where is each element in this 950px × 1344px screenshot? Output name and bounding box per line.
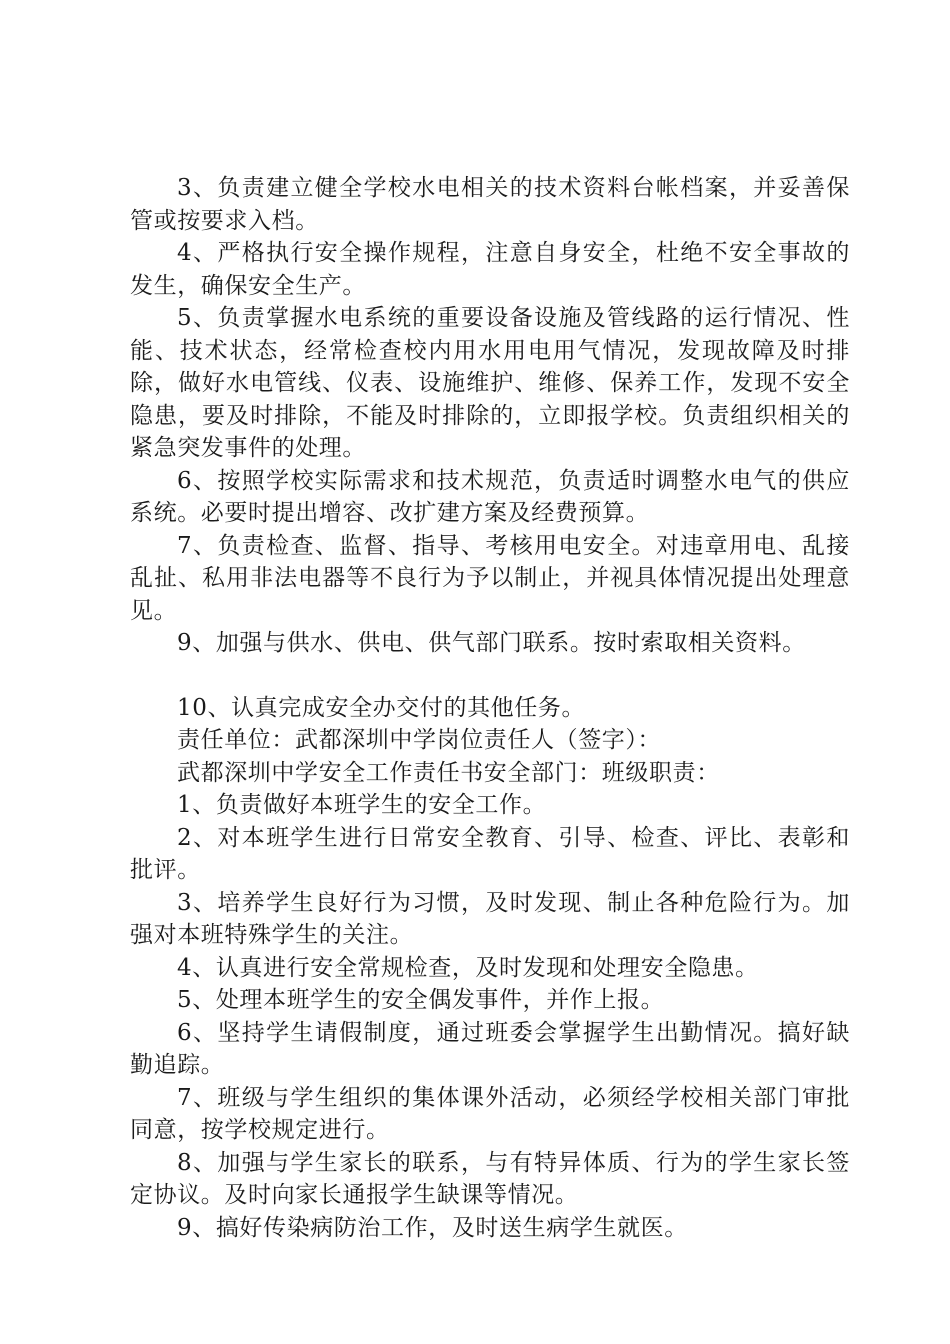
class-duty-5: 5、处理本班学生的安全偶发事件，并作上报。: [177, 987, 665, 1013]
paragraph-gap: [130, 660, 850, 692]
class-duty-8: 8、加强与学生家长的联系，与有特异体质、行为的学生家长签定协议。及时向家长通报学生缺课等情况。: [130, 1149, 850, 1208]
paragraph-item-6-supply-system: 6、按照学校实际需求和技术规范，负责适时调整水电气的供应系统。必要时提出增容、改扩建方案及经费预算。: [130, 467, 850, 526]
section-heading-class-duties: 武都深圳中学安全工作责任书安全部门：班级职责：: [177, 759, 720, 786]
class-duty-7: 7、班级与学生组织的集体课外活动，必须经学校相关部门审批同意，按学校规定进行。: [130, 1084, 850, 1143]
class-duty-2: 2、对本班学生进行日常安全教育、引导、检查、评比、表彰和批评。: [130, 824, 850, 883]
document-page: [130, 172, 850, 1244]
responsible-unit-line: 责任单位：武都深圳中学岗位责任人（签字）：: [177, 727, 662, 753]
paragraph-item-3-archives: 3、负责建立健全学校水电相关的技术资料台帐档案，并妥善保管或按要求入档。: [130, 175, 850, 234]
class-duty-1: 1、负责做好本班学生的安全工作。: [177, 792, 547, 818]
paragraph-item-10-other-tasks: 10、认真完成安全办交付的其他任务。: [177, 694, 586, 721]
class-duty-9: 9、搞好传染病防治工作，及时送生病学生就医。: [177, 1214, 688, 1241]
class-duty-3: 3、培养学生良好行为习惯，及时发现、制止各种危险行为。加强对本班特殊学生的关注。: [130, 889, 850, 948]
paragraph-item-7-electric-safety: 7、负责检查、监督、指导、考核用电安全。对违章用电、乱接乱扯、私用非法电器等不良行为予以制止，并视具体情况提出处理意见。: [130, 532, 850, 624]
paragraph-item-4-safety-rules: 4、严格执行安全操作规程，注意自身安全，杜绝不安全事故的发生，确保安全生产。: [130, 240, 850, 299]
class-duty-4: 4、认真进行安全常规检查，及时发现和处理安全隐患。: [177, 954, 759, 981]
paragraph-item-9-utility-contact: 9、加强与供水、供电、供气部门联系。按时索取相关资料。: [177, 630, 806, 656]
class-duty-6: 6、坚持学生请假制度，通过班委会掌握学生出勤情况。搞好缺勤追踪。: [130, 1019, 850, 1078]
paragraph-item-5-equipment: 5、负责掌握水电系统的重要设备设施及管线路的运行情况、性能、技术状态，经常检查校内用水用电用气情况，发现故障及时排除，做好水电管线、仪表、设施维护、维修、保养工作，发现不安全隐患，要及时排除，不能及时排除的，立即报学校。负责组织相关的紧急突发事件的处理。: [130, 305, 850, 461]
